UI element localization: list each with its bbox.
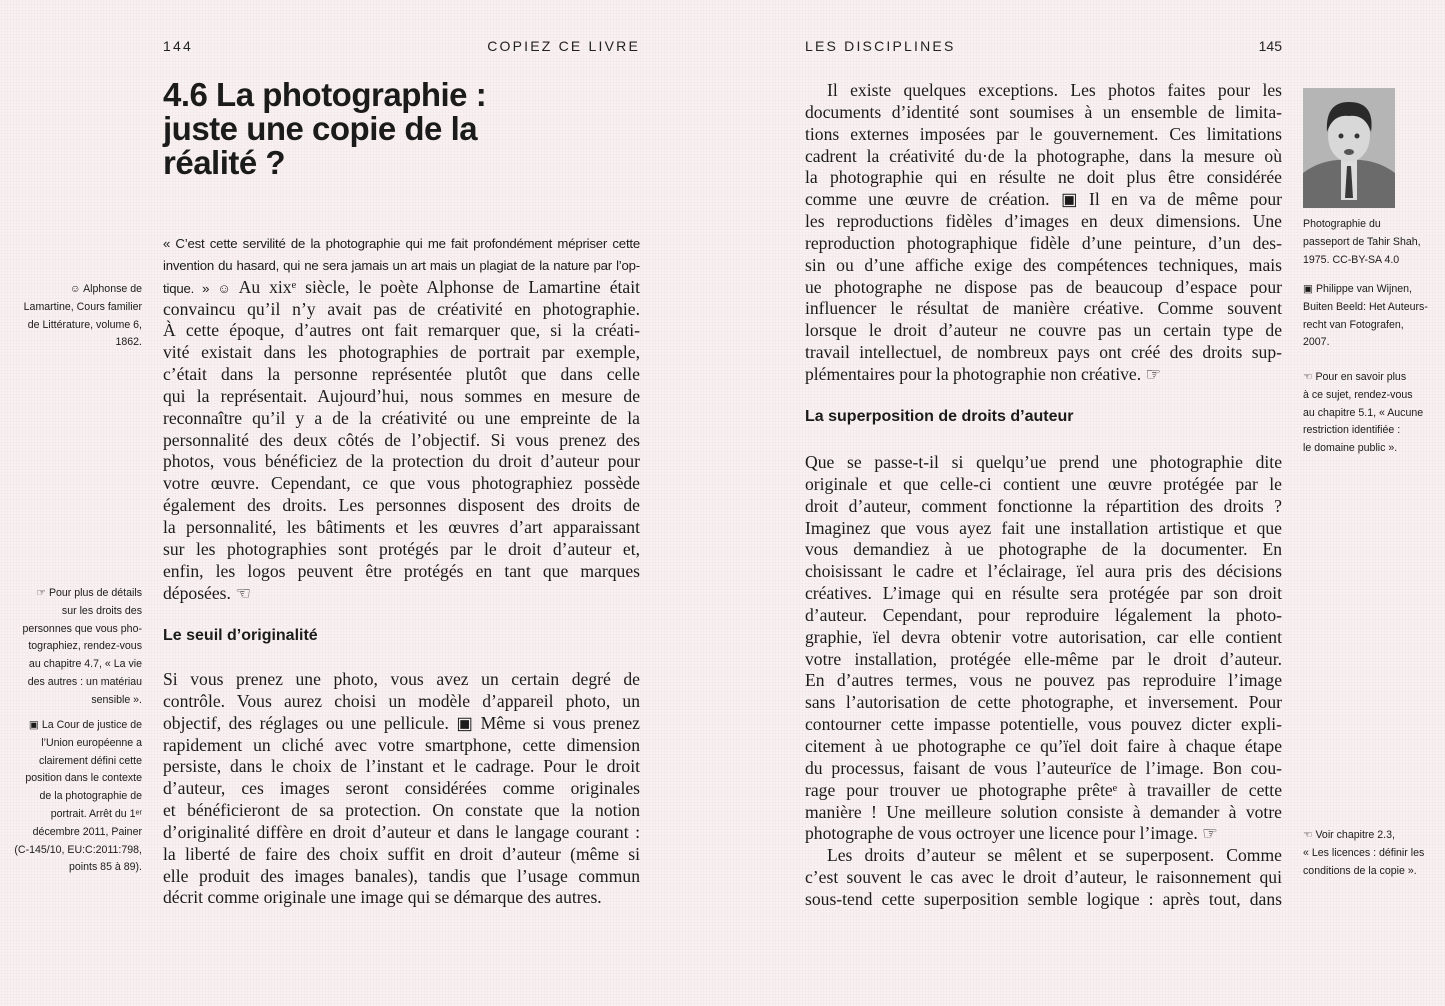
text-line: plémentaires pour la photographie non créative. ☞: [805, 363, 1162, 384]
margin-note-cjeu: ▣ La Cour de justice de l’Union européenne a clairement défini cette position dans le contexte de la photographie de portrait. Arrêt du 1ᵉʳ décembre 2011, Painer (C-145/10, EU:C:2011:798, points 85 à 89).: [14, 719, 142, 874]
text-line: Si vous prenez une photo, vous avez un certain degré de: [163, 669, 640, 689]
text-line: votre œuvre. Cependant, ce que vous photographiez possède: [163, 473, 640, 494]
text-line: la liberté de faire des choix suffit en droit d’auteur (même si: [163, 843, 640, 864]
text-line: droit d’auteur, comment fonctionne la répartition des droits ?: [805, 495, 1282, 516]
subheading-superposition: La superposition de droits d’auteur: [805, 408, 1074, 425]
text-line: personnalité des deux côtés de l’objectif. Si vous prenez des: [163, 429, 640, 450]
text-line: sans l’autorisation de cette photographe, et inversement. Pour: [805, 692, 1282, 713]
text-line: enfin, les logos peuvent être protégés en tant que marques: [163, 560, 640, 581]
text-line: rage pour trouver ue photographe prêteᵉ à travailler de cette: [805, 779, 1282, 800]
text-line: À cette époque, d’autres ont fait remarquer que, si la créati-: [163, 320, 640, 341]
text-line: ue photographe ne dispose pas de beaucoup d’espace pour: [805, 276, 1282, 297]
text-line: Imaginez que vous ayez fait une installation artistique et que: [805, 517, 1282, 538]
quote-end: tique. » ☺: [163, 280, 231, 296]
text-line: sin ou d’une affiche exige des compétences techniques, mais: [805, 254, 1282, 275]
text-line: documents d’identité sont soumises à un ensemble de limita-: [805, 101, 1282, 122]
text-line: Les droits d’auteur se mêlent et se superposent. Comme: [827, 845, 1282, 866]
text-line: du processus, faisant de vous l’auteurïce de l’image. Bon cou-: [805, 757, 1282, 778]
text-line: cadrent la créativité du·de la photographe, dans la mesure où: [805, 145, 1282, 166]
margin-note-van-wijnen: ▣ Philippe van Wijnen, Buiten Beeld: Het Auteurs- recht van Fotografen, 2007.: [1303, 283, 1428, 349]
body-text: Au xixᵉ siècle, le poète Alphonse de Lamartine était: [238, 276, 640, 297]
text-line: originale et que celle-ci contient une œuvre protégée par le: [805, 473, 1282, 494]
text-line: contourner cette impasse potentielle, vous pouvez dicter expli-: [805, 714, 1282, 735]
text-line: rapidement un cliché avec votre smartphone, cette dimension: [163, 734, 640, 755]
text-line: citement à ue photographe ce qu’ïel doit faire à chaque étape: [805, 735, 1282, 756]
page-number-right: 145: [1258, 38, 1282, 54]
quote-line: invention du hasard, qui ne sera jamais un art mais un plagiat de la nature par l’op-: [163, 257, 640, 273]
running-head-left: COPIEZ CE LIVRE: [487, 38, 640, 54]
margin-note-lamartine: ☺ Alphonse de Lamartine, Cours familier de Littérature, volume 6, 1862.: [23, 283, 142, 349]
text-line: et bénéficieront de sa protection. On constate que la notion: [163, 800, 640, 821]
left-body: [163, 233, 640, 604]
title-line: juste une copie de la: [163, 110, 478, 147]
text-line: graphie, ïel devra obtenir votre autorisation, car elle contient: [805, 626, 1282, 647]
text-line: reconnaître qu’il y a de la créativité ou une empreinte de la: [163, 407, 640, 428]
left-body-2: [163, 669, 640, 909]
text-line: vité existait dans les photographies de portrait par exemple,: [163, 342, 640, 363]
text-line: les reproductions fidèles d’images en deux dimensions. Une: [805, 211, 1282, 232]
text-line: sous-tend cette superposition semble logique : après tout, dans: [805, 888, 1282, 909]
text-line: photographe de vous octroyer une licence pour l’image. ☞: [805, 823, 1218, 844]
text-line: choisissant le cadre et l’éclairage, ïel aura pris des décisions: [805, 561, 1282, 582]
text-line: la personnalité, les bâtiments et les œuvres d’art apparaissant: [163, 516, 640, 537]
text-line: c’est souvent le cas avec le droit d’auteur, le raisonnement qui: [805, 867, 1282, 888]
text-line: Il existe quelques exceptions. Les photos faites pour les: [827, 80, 1282, 100]
text-line: créatives. L’image qui en résulte sera protégée par son droit: [805, 583, 1282, 604]
margin-note-licences: ☜ Voir chapitre 2.3, « Les licences : définir les conditions de la copie ».: [1303, 829, 1425, 877]
passport-photo: [1303, 88, 1395, 208]
text-line: travail intellectuel, de nombreux pays ont créé des droits sup-: [805, 342, 1282, 363]
title-line: réalité ?: [163, 144, 286, 181]
text-line: d’originalité diffère en droit d’auteur et dans le langage courant :: [163, 821, 640, 842]
text-line: d’auteur. Cependant, pour reproduire légalement la photo-: [805, 604, 1282, 625]
right-body-2: [805, 452, 1282, 911]
text-line: influencer le résultat de manière créative. Comme souvent: [805, 298, 1282, 319]
margin-note-public-domain: ☜ Pour en savoir plus à ce sujet, rendez-vous au chapitre 5.1, « Aucune restriction identifiée : le domaine public ».: [1303, 371, 1424, 455]
text-line: vous demandiez à ue photographe de la documenter. En: [805, 539, 1282, 560]
right-body-1: [805, 80, 1282, 386]
photo-caption: Photographie du passeport de Tahir Shah, 1975. CC-BY-SA 4.0: [1303, 218, 1421, 266]
text-line: reproduction photographique fidèle d’une peinture, d’un des-: [805, 232, 1282, 253]
text-line: d’auteur, ces images seront considérées comme originales: [163, 778, 640, 799]
text-line: c’était dans la personne représentée plutôt que dans celle: [163, 364, 640, 385]
text-line: décrit comme originale une image qui se démarque des autres.: [163, 887, 602, 908]
text-line: Que se passe-t-il si quelqu’ue prend une photographie dite: [805, 452, 1282, 472]
text-line: lorsque le droit d’auteur ne couvre pas un certain type de: [805, 320, 1282, 341]
margin-note-portrait-rights: ☞ Pour plus de détails sur les droits des personnes que vous pho- tographiez, rendez-vous au chapitre 4.7, « La vie des autres : un matériau sensible ».: [22, 587, 142, 706]
text-line: objectif, des réglages ou une pellicule. ▣ Même si vous prenez: [163, 712, 640, 733]
text-line: la photographie qui en résulte ne doit plus être considérée: [805, 167, 1282, 188]
text-line: qui la représentait. Aujourd’hui, nous sommes en mesure de: [163, 385, 640, 406]
text-line: persiste, dans le choix de l’instant et le cadrage. Pour le droit: [163, 756, 640, 777]
text-line: votre installation, protégée elle-même par le droit d’auteur.: [805, 648, 1282, 669]
text-line: contrôle. Vous aurez choisi un modèle d’appareil photo, un: [163, 690, 640, 711]
text-line: photos, vous bénéficiez de la protection du droit d’auteur pour: [163, 451, 640, 472]
text-line: comme une œuvre de création. ▣ Il en va de même pour: [805, 189, 1282, 210]
page-number-left: 144: [163, 38, 193, 54]
text-line: manière ! Une meilleure solution consiste à demander à votre: [805, 801, 1282, 822]
text-line: déposées. ☜: [163, 582, 252, 603]
text-line: elle produit des images banales), tandis que l’usage commun: [163, 865, 640, 886]
text-line: convaincu qu’il n’y avait pas de créativité en photographie.: [163, 298, 640, 319]
text-line: sur les photographies sont protégés par le droit d’auteur et,: [163, 538, 640, 559]
quote-line: « C’est cette servilité de la photographie qui me fait profondément mépriser cette: [163, 236, 640, 251]
text-line: tions externes imposées par le gouvernement. Ces limitations: [805, 123, 1282, 144]
title-line: 4.6 La photographie :: [163, 76, 487, 113]
text-line: également des droits. Les personnes disposent des droits de: [163, 495, 640, 516]
text-line: En d’autres termes, vous ne pouvez pas reproduire l’image: [805, 670, 1282, 691]
running-head-right: LES DISCIPLINES: [805, 38, 956, 54]
chapter-title: [163, 78, 486, 180]
subheading-originality: Le seuil d’originalité: [163, 627, 318, 644]
